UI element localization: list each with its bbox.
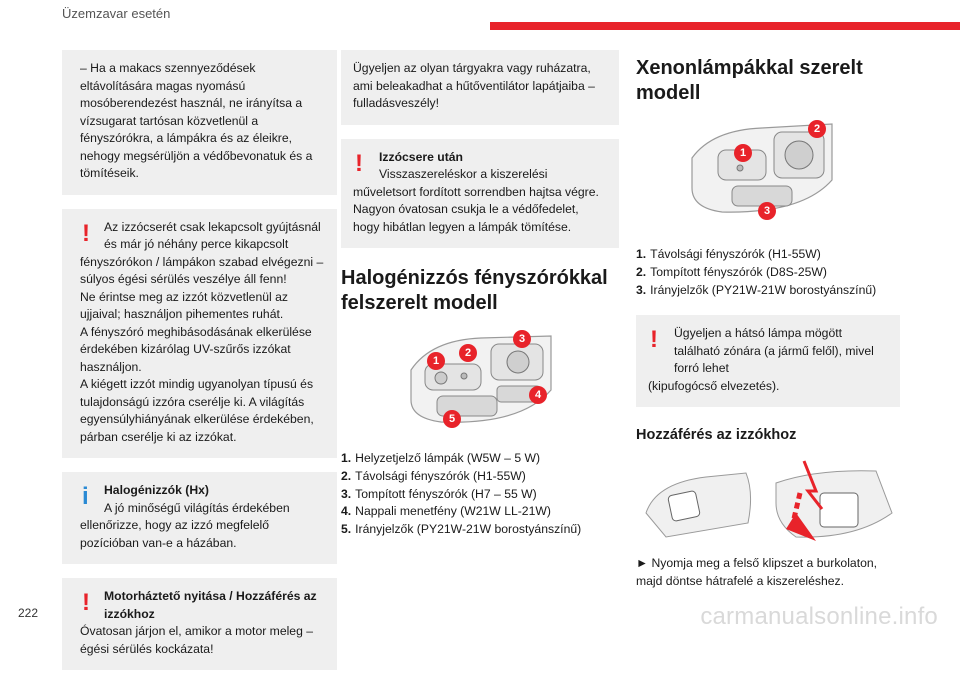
callout-4: 4	[529, 386, 547, 404]
list-item: 4. Nappali menetfény (W21W LL-21W)	[341, 504, 551, 519]
bonnet-warning-box	[62, 578, 337, 670]
halogen-heading: Halogénizzós fényszórókkal felszerelt modell	[341, 267, 608, 314]
bulb-access-instruction: ► Nyomja meg a felső klipszet a burkolaton, majd döntse hátrafelé a kiszereléshez.	[636, 556, 878, 588]
list-item: 3. Irányjelzők (PY21W-21W borostyánszínű)	[636, 282, 877, 297]
fan-note-text: Ügyeljen az olyan tárgyakra vagy ruházatra, ami beleakadhat a hűtőventilátor lapátjaiba – fulladásveszély!	[353, 61, 595, 110]
after-bulb-change-text: műveletsort fordított sorrendben hajtsa végre. Nagyon óvatosan csukja le a védőfedelet, hogy hibátlan legyen a lámpák tömítése.	[353, 184, 599, 234]
callout-1: 1	[427, 352, 445, 370]
header-accent-bar	[490, 22, 960, 30]
callout-1: 1	[734, 144, 752, 162]
callout-2: 2	[808, 120, 826, 138]
xenon-bulb-list	[636, 246, 900, 299]
bulb-access-figure	[636, 453, 898, 543]
halogen-headlamp-illustration	[401, 330, 561, 430]
column-1	[62, 50, 337, 678]
xenon-heading: Xenonlámpákkal szerelt modell	[636, 57, 863, 104]
list-item: 5. Irányjelzők (PY21W-21W borostyánszínű)	[341, 522, 582, 537]
rear-lamp-warning-first: Ügyeljen a hátsó lámpa mögött található zónára (a jármű felől), mivel forró lehet	[674, 326, 874, 376]
halogen-info-title: Halogénizzók (Hx)	[104, 483, 209, 497]
warning-exclamation-icon: !	[82, 219, 90, 247]
bulb-warning-first: Az izzócserét csak lekapcsolt gyújtásnál és már jó néhány perce kikapcsolt	[104, 219, 321, 251]
warning-exclamation-icon: !	[650, 326, 658, 354]
warning-exclamation-icon: !	[355, 149, 363, 177]
list-item: 1. Távolsági fényszórók (H1-55W)	[636, 247, 821, 261]
pressure-washer-note	[62, 50, 337, 195]
column-2	[341, 50, 619, 539]
after-bulb-change-first: Visszaszereléskor a kiszerelési	[379, 167, 548, 181]
fan-note	[341, 50, 619, 125]
page-number: 222	[18, 606, 39, 620]
callout-2: 2	[459, 344, 477, 362]
bulb-warning-text: fényszórókon / lámpákon szabad elvégezni – súlyos égési sérülés veszélye áll fenn! Ne érintse meg az izzót közvetlenül az ujjaival; használjon pihementes ruhát. A fényszóró meghibásodásának elkerülése érdekében kizárólag UV-szűrős izzókat használjon. A kiégett izzót mindig ugyanolyan típusú és tulajdonságú izzóra cserélje ki. A világítás egyensúlyhiányának elkerülése érdekében, párban cserélje ki az izzókat.	[80, 254, 324, 444]
xenon-headlamp-figure	[682, 118, 842, 218]
halogen-headlamp-figure	[401, 330, 561, 430]
after-bulb-change-title: Izzócsere után	[379, 149, 463, 164]
callout-3: 3	[513, 330, 531, 348]
column-3	[636, 50, 900, 590]
rear-lamp-warning-box	[636, 315, 900, 407]
list-item: 3. Tompított fényszórók (H7 – 55 W)	[341, 486, 537, 501]
halogen-bulb-list	[341, 450, 619, 539]
bulb-access-illustration	[636, 453, 898, 543]
callout-3: 3	[758, 202, 776, 220]
halogen-info-first: A jó minőségű világítás érdekében	[104, 500, 290, 515]
rear-lamp-warning-text: (kipufogócső elvezetés).	[648, 378, 780, 393]
list-item: 1. Helyzetjelző lámpák (W5W – 5 W)	[341, 451, 541, 465]
list-item: 2. Tompított fényszórók (D8S-25W)	[636, 264, 827, 279]
pressure-washer-text: – Ha a makacs szennyeződések eltávolítására magas nyomású mosóberendezést használ, ne irányítsa a vízsugarat tartósan közvetlenül a fényszórókra, a lámpákra és az éleikre, nehogy megsérüljön a védőbevonatuk és a tömítéseik.	[80, 61, 313, 180]
callout-5: 5	[443, 410, 461, 428]
list-item: 2. Távolsági fényszórók (H1-55W)	[341, 468, 526, 483]
warning-exclamation-icon: !	[82, 589, 90, 616]
halogen-info-box	[62, 472, 337, 564]
running-header: Üzemzavar esetén	[62, 6, 171, 21]
after-bulb-change-box	[341, 139, 619, 249]
info-icon: i	[82, 483, 89, 510]
halogen-info-text: ellenőrizze, hogy az izzó megfelelő pozícióban van-e a házában.	[80, 518, 270, 550]
bulb-access-heading: Hozzáférés az izzókhoz	[636, 427, 797, 444]
bulb-warning-box	[62, 209, 337, 459]
bonnet-warning-title: Motorháztető nyitása / Hozzáférés az izzókhoz	[104, 589, 317, 621]
watermark: carmanualsonline.info	[700, 603, 938, 630]
bonnet-warning-text: Óvatosan járjon el, amikor a motor meleg – égési sérülés kockázata!	[80, 624, 314, 656]
